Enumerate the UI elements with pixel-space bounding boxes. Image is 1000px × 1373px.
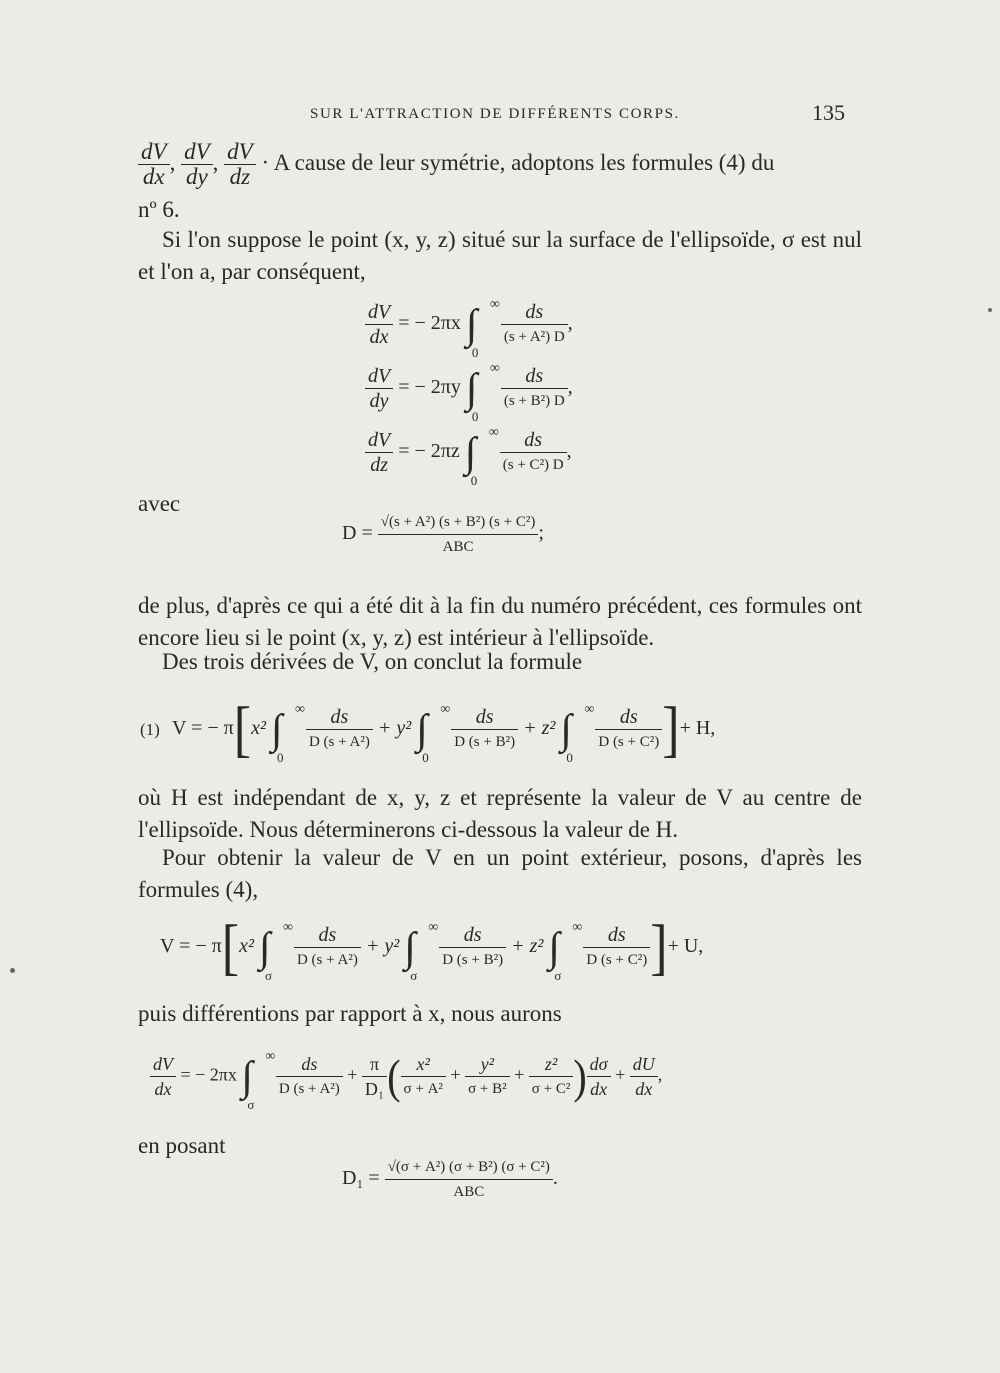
integral-sign: ∫ ∞ 0: [464, 424, 499, 488]
equation-dvdx: $\frac{dV}{dx}$ = − 2πx ∫ ∞ 0 $\frac{ds}{\text{(s + A²) D}}$ ,: [365, 300, 573, 349]
equation-dvdx-exterior: $\frac{dV}{dx}$ = − 2πx ∫ ∞ σ $\frac{ds}{\text{D (s + A²)}}$ + $\frac{\pi}{\text{D₁}}$ ( $\frac{\text{x²}}{\text{σ + A²}}$ + $\frac{\text{y²}}{\text{σ + B²}}$ + $\frac{\text{z²}}{\text{σ + C²}}$ ) $\frac{d\sigma}{dx}$ + $\frac{dU}{dx}$ ,: [150, 1052, 662, 1101]
paper-speck: [10, 968, 15, 973]
equation-V-exterior: V = − π[x² ∫ ∞ σ $\frac{ds}{\text{D (s + A²)}}$ + y² ∫ ∞ σ $\frac{ds}{\text{D (s + B²)}}$ + z² ∫ ∞ σ $\frac{ds}{\text{D (s + C²)}}$ ]+ U,: [160, 913, 704, 983]
paragraph-2: Si l'on suppose le point (x, y, z) situé sur la surface de l'ellipsoïde, σ est nul et l'on a, par conséquent,: [138, 227, 862, 284]
equation-dvdy: $\frac{dV}{dy}$ = − 2πy ∫ ∞ 0 $\frac{ds}{\text{(s + B²) D}}$ ,: [365, 364, 573, 413]
integral-sign: ∫ ∞ 0: [465, 360, 500, 424]
avec-label: avec: [138, 491, 181, 516]
equation-D: D = $\frac{\text{√(s + A²) (s + B²) (s + C²)}}{\text{ABC}}$ ;: [342, 510, 544, 559]
equation-V-interior: V = − π[x² ∫ ∞ 0 $\frac{ds}{\text{D (s + A²)}}$ + y² ∫ ∞ 0 $\frac{ds}{\text{D (s + B²)}}$ + z² ∫ ∞ 0 $\frac{ds}{\text{D (s + C²)}}$ ]+ H,: [172, 695, 716, 765]
running-title: SUR L'ATTRACTION DE DIFFÉRENTS CORPS.: [310, 106, 680, 122]
paragraph-7: puis différentions par rapport à x, nous aurons: [138, 1001, 562, 1026]
equation-dvdz: $\frac{dV}{dz}$ = − 2πz ∫ ∞ 0 $\frac{ds}{\text{(s + C²) D}}$ ,: [365, 428, 572, 477]
paragraph-1: $\frac{dV}{dx}$ , $\frac{dV}{dy}$ , $\frac{dV}{dz}$ · A cause de leur symétrie, adoptons les formules (4) du: [138, 140, 862, 189]
equation-D1: D₁ = $\frac{\text{√(σ + A²) (σ + B²) (σ + C²)}}{\text{ABC}}$ .: [342, 1155, 558, 1204]
frac-dvdx: $\frac{dV}{dx}$: [138, 140, 170, 189]
paragraph-8: en posant: [138, 1133, 226, 1158]
page-number: 135: [812, 100, 845, 125]
paragraph-1-text: · A cause de leur symétrie, adoptons les formules (4) du: [261, 149, 775, 175]
paragraph-1-line2: nº 6.: [138, 197, 180, 222]
frac-dvdy: $\frac{dV}{dy}$: [181, 140, 213, 189]
integral-sign: ∫ ∞ 0: [465, 296, 500, 360]
paragraph-6: Pour obtenir la valeur de V en un point extérieur, posons, d'après les formules (4),: [138, 845, 862, 902]
equation-label: (1): [140, 720, 160, 739]
paper-speck: [988, 308, 992, 312]
paragraph-5: où H est indépendant de x, y, z et représente la valeur de V au centre de l'ellipsoïde. Nous déterminerons ci-dessous la valeur de H.: [138, 785, 862, 842]
frac-dvdz: $\frac{dV}{dz}$: [224, 140, 256, 189]
paragraph-3: de plus, d'après ce qui a été dit à la fin du numéro précédent, ces formules ont encore lieu si le point (x, y, z) est intérieur à l'ellipsoïde.: [138, 593, 862, 650]
paragraph-4: Des trois dérivées de V, on conclut la formule: [162, 649, 583, 674]
